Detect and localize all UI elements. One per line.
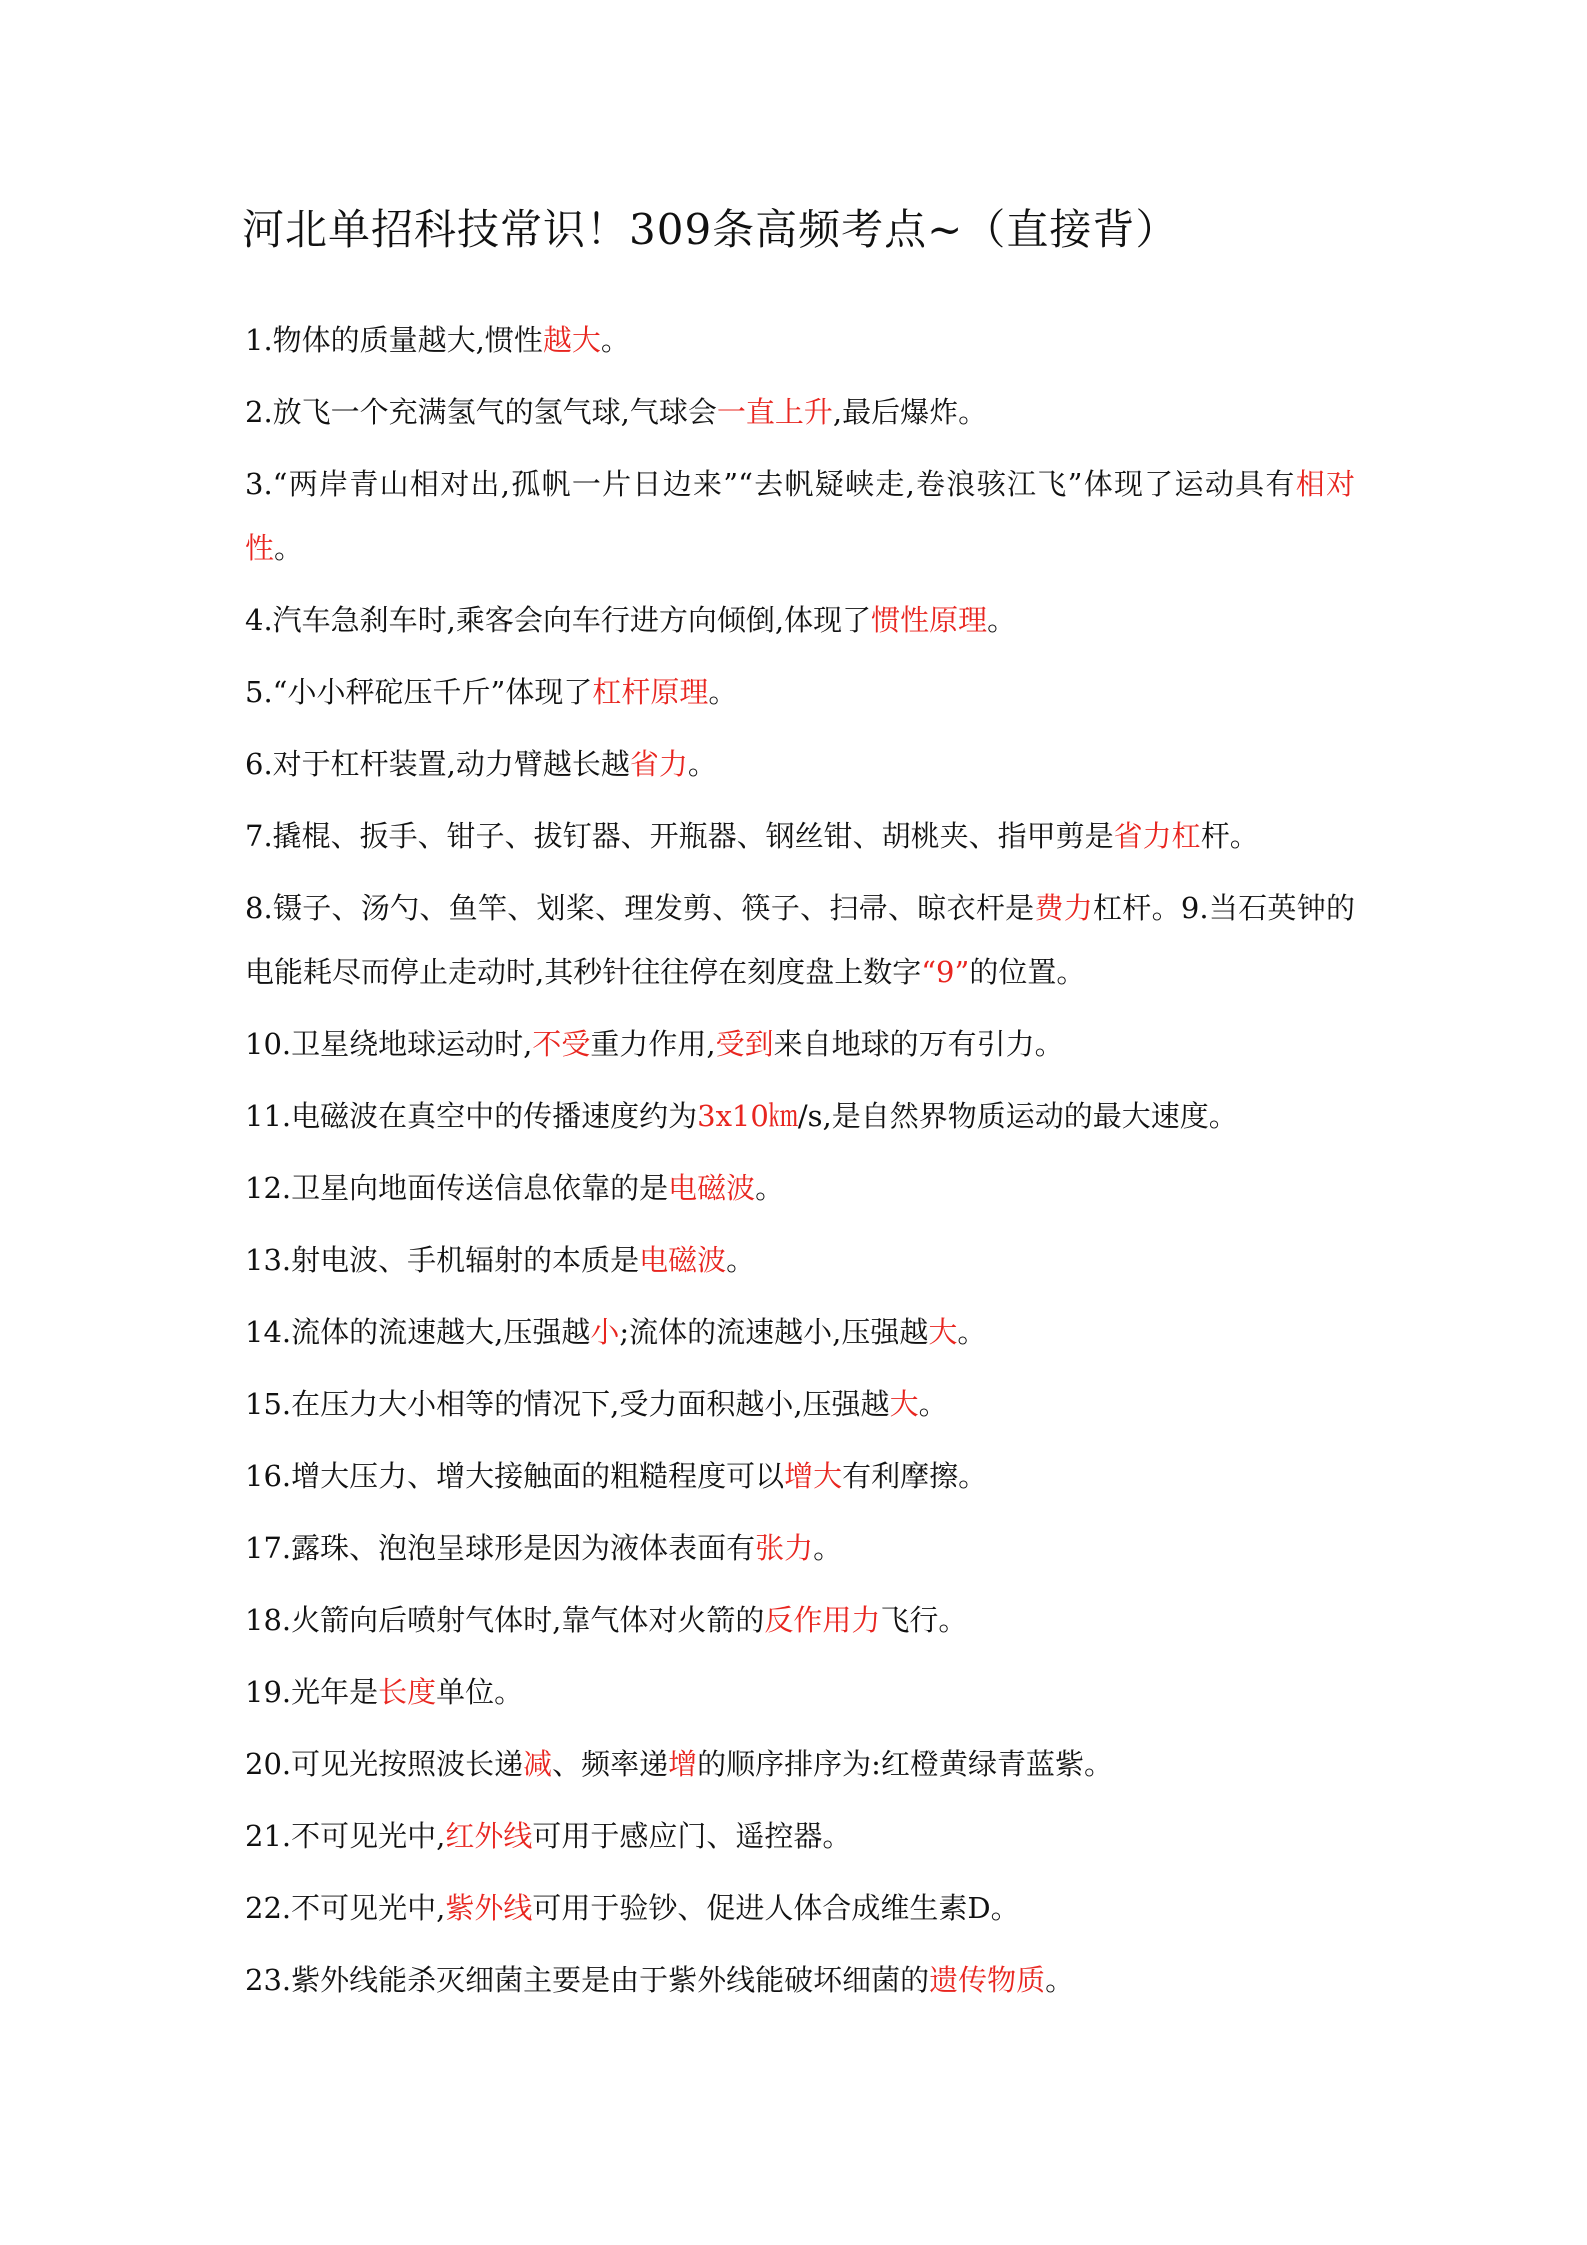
highlighted-text: 大 bbox=[889, 1387, 919, 1421]
highlighted-text: 省力 bbox=[629, 747, 688, 781]
highlighted-text: 紫外线 bbox=[445, 1891, 533, 1925]
highlighted-text: 减 bbox=[523, 1747, 553, 1781]
fact-item bbox=[245, 1588, 1355, 1652]
fact-item bbox=[245, 1732, 1355, 1796]
fact-item bbox=[245, 1372, 1355, 1436]
highlighted-text: 小 bbox=[590, 1315, 620, 1349]
fact-text: 16.增大压力、增大接触面的粗糙程度可以 bbox=[245, 1459, 785, 1493]
fact-text: 的位置。 bbox=[969, 955, 1086, 989]
highlighted-text: 长度 bbox=[378, 1675, 437, 1709]
fact-item bbox=[245, 1156, 1355, 1220]
fact-text: /s,是自然界物质运动的最大速度。 bbox=[797, 1099, 1238, 1133]
fact-text: 18.火箭向后喷射气体时,靠气体对火箭的 bbox=[245, 1603, 765, 1637]
fact-item bbox=[245, 804, 1355, 868]
highlighted-text: 3x10㎞ bbox=[697, 1099, 798, 1133]
fact-text: 23.紫外线能杀灭细菌主要是由于紫外线能破坏细菌的 bbox=[245, 1963, 930, 1997]
highlighted-text: 反作用力 bbox=[764, 1603, 881, 1637]
fact-item bbox=[245, 1876, 1355, 1940]
fact-item bbox=[245, 452, 1355, 580]
fact-text: 14.流体的流速越大,压强越 bbox=[245, 1315, 591, 1349]
fact-text: 17.露珠、泡泡呈球形是因为液体表面有 bbox=[245, 1531, 756, 1565]
highlighted-text: “9” bbox=[921, 955, 970, 989]
highlighted-text: 红外线 bbox=[445, 1819, 533, 1853]
fact-item bbox=[245, 1660, 1355, 1724]
fact-text: 3.“两岸青山相对出,孤帆一片日边来”“去帆疑峡走,卷浪骇江飞”体现了运动具有 bbox=[245, 467, 1296, 501]
fact-text: 。 bbox=[813, 1531, 843, 1565]
fact-text: 来自地球的万有引力。 bbox=[773, 1027, 1064, 1061]
fact-text: 。 bbox=[957, 1315, 987, 1349]
fact-text: 12.卫星向地面传送信息依靠的是 bbox=[245, 1171, 669, 1205]
fact-text: ;流体的流速越小,压强越 bbox=[619, 1315, 929, 1349]
fact-text: 有利摩擦。 bbox=[842, 1459, 988, 1493]
fact-text: 。 bbox=[274, 531, 304, 565]
fact-item bbox=[245, 1228, 1355, 1292]
fact-text: 。 bbox=[726, 1243, 756, 1277]
fact-text: 11.电磁波在真空中的传播速度约为 bbox=[245, 1099, 698, 1133]
fact-text: 。 bbox=[687, 747, 717, 781]
fact-item bbox=[245, 588, 1355, 652]
fact-text: 单位。 bbox=[436, 1675, 524, 1709]
fact-text: ,最后爆炸。 bbox=[832, 395, 988, 429]
highlighted-text: 大 bbox=[928, 1315, 958, 1349]
fact-item bbox=[245, 380, 1355, 444]
fact-text: 6.对于杠杆装置,动力臂越长越 bbox=[245, 747, 630, 781]
fact-text: 13.射电波、手机辐射的本质是 bbox=[245, 1243, 640, 1277]
fact-text: 。 bbox=[708, 675, 738, 709]
fact-text: 2.放飞一个充满氢气的氢气球,气球会 bbox=[245, 395, 717, 429]
highlighted-text: 越大 bbox=[542, 323, 601, 357]
fact-text: 可用于验钞、促进人体合成维生素D。 bbox=[532, 1891, 1020, 1925]
fact-text: 21.不可见光中, bbox=[245, 1819, 446, 1853]
fact-text: 19.光年是 bbox=[245, 1675, 379, 1709]
fact-text: 。 bbox=[1045, 1963, 1075, 1997]
highlighted-text: 增大 bbox=[784, 1459, 843, 1493]
fact-text: 15.在压力大小相等的情况下,受力面积越小,压强越 bbox=[245, 1387, 890, 1421]
fact-text: 杆。 bbox=[1200, 819, 1259, 853]
fact-text: 20.可见光按照波长递 bbox=[245, 1747, 524, 1781]
highlighted-text: 费力 bbox=[1034, 891, 1094, 925]
fact-text: 22.不可见光中, bbox=[245, 1891, 446, 1925]
fact-text: 8.镊子、汤勺、鱼竿、划桨、理发剪、筷子、扫帚、晾衣杆是 bbox=[245, 891, 1035, 925]
fact-text: 1.物体的质量越大,惯性 bbox=[245, 323, 543, 357]
fact-text: 。 bbox=[918, 1387, 948, 1421]
fact-text: 。 bbox=[987, 603, 1017, 637]
fact-list bbox=[245, 308, 1355, 2020]
highlighted-text: 受到 bbox=[715, 1027, 774, 1061]
fact-item bbox=[245, 1516, 1355, 1580]
fact-item bbox=[245, 732, 1355, 796]
page-title: 河北单招科技常识！309条高频考点~（直接背） bbox=[242, 205, 1179, 254]
fact-text: 、频率递 bbox=[552, 1747, 669, 1781]
fact-text: 5.“小小秤砣压千斤”体现了 bbox=[245, 675, 593, 709]
fact-item bbox=[245, 660, 1355, 724]
highlighted-text: 惯性原理 bbox=[871, 603, 988, 637]
fact-text: 。 bbox=[600, 323, 630, 357]
fact-text: 7.撬棍、扳手、钳子、拔钉器、开瓶器、钢丝钳、胡桃夹、指甲剪是 bbox=[245, 819, 1114, 853]
fact-text: 10.卫星绕地球运动时, bbox=[245, 1027, 533, 1061]
highlighted-text: 一直上升 bbox=[716, 395, 833, 429]
highlighted-text: 张力 bbox=[755, 1531, 814, 1565]
fact-text: 。 bbox=[755, 1171, 785, 1205]
fact-item bbox=[245, 876, 1355, 1004]
highlighted-text: 遗传物质 bbox=[929, 1963, 1046, 1997]
fact-item bbox=[245, 1300, 1355, 1364]
fact-text: 4.汽车急刹车时,乘客会向车行进方向倾倒,体现了 bbox=[245, 603, 872, 637]
fact-item bbox=[245, 1444, 1355, 1508]
fact-text: 杠杆。9.当石英钟的电能耗尽而停止走动时,其秒针往往停在刻度盘上数字 bbox=[245, 891, 1355, 989]
fact-item bbox=[245, 1804, 1355, 1868]
fact-item bbox=[245, 1948, 1355, 2012]
fact-item bbox=[245, 1012, 1355, 1076]
highlighted-text: 相对性 bbox=[245, 467, 1355, 565]
highlighted-text: 增 bbox=[668, 1747, 698, 1781]
fact-text: 可用于感应门、遥控器。 bbox=[532, 1819, 852, 1853]
fact-item bbox=[245, 308, 1355, 372]
highlighted-text: 电磁波 bbox=[639, 1243, 727, 1277]
highlighted-text: 电磁波 bbox=[668, 1171, 756, 1205]
fact-text: 飞行。 bbox=[880, 1603, 968, 1637]
fact-item bbox=[245, 1084, 1355, 1148]
fact-text: 重力作用, bbox=[590, 1027, 716, 1061]
fact-text: 的顺序排序为:红橙黄绿青蓝紫。 bbox=[697, 1747, 1113, 1781]
highlighted-text: 不受 bbox=[532, 1027, 591, 1061]
highlighted-text: 杠杆原理 bbox=[592, 675, 709, 709]
highlighted-text: 省力杠 bbox=[1113, 819, 1201, 853]
